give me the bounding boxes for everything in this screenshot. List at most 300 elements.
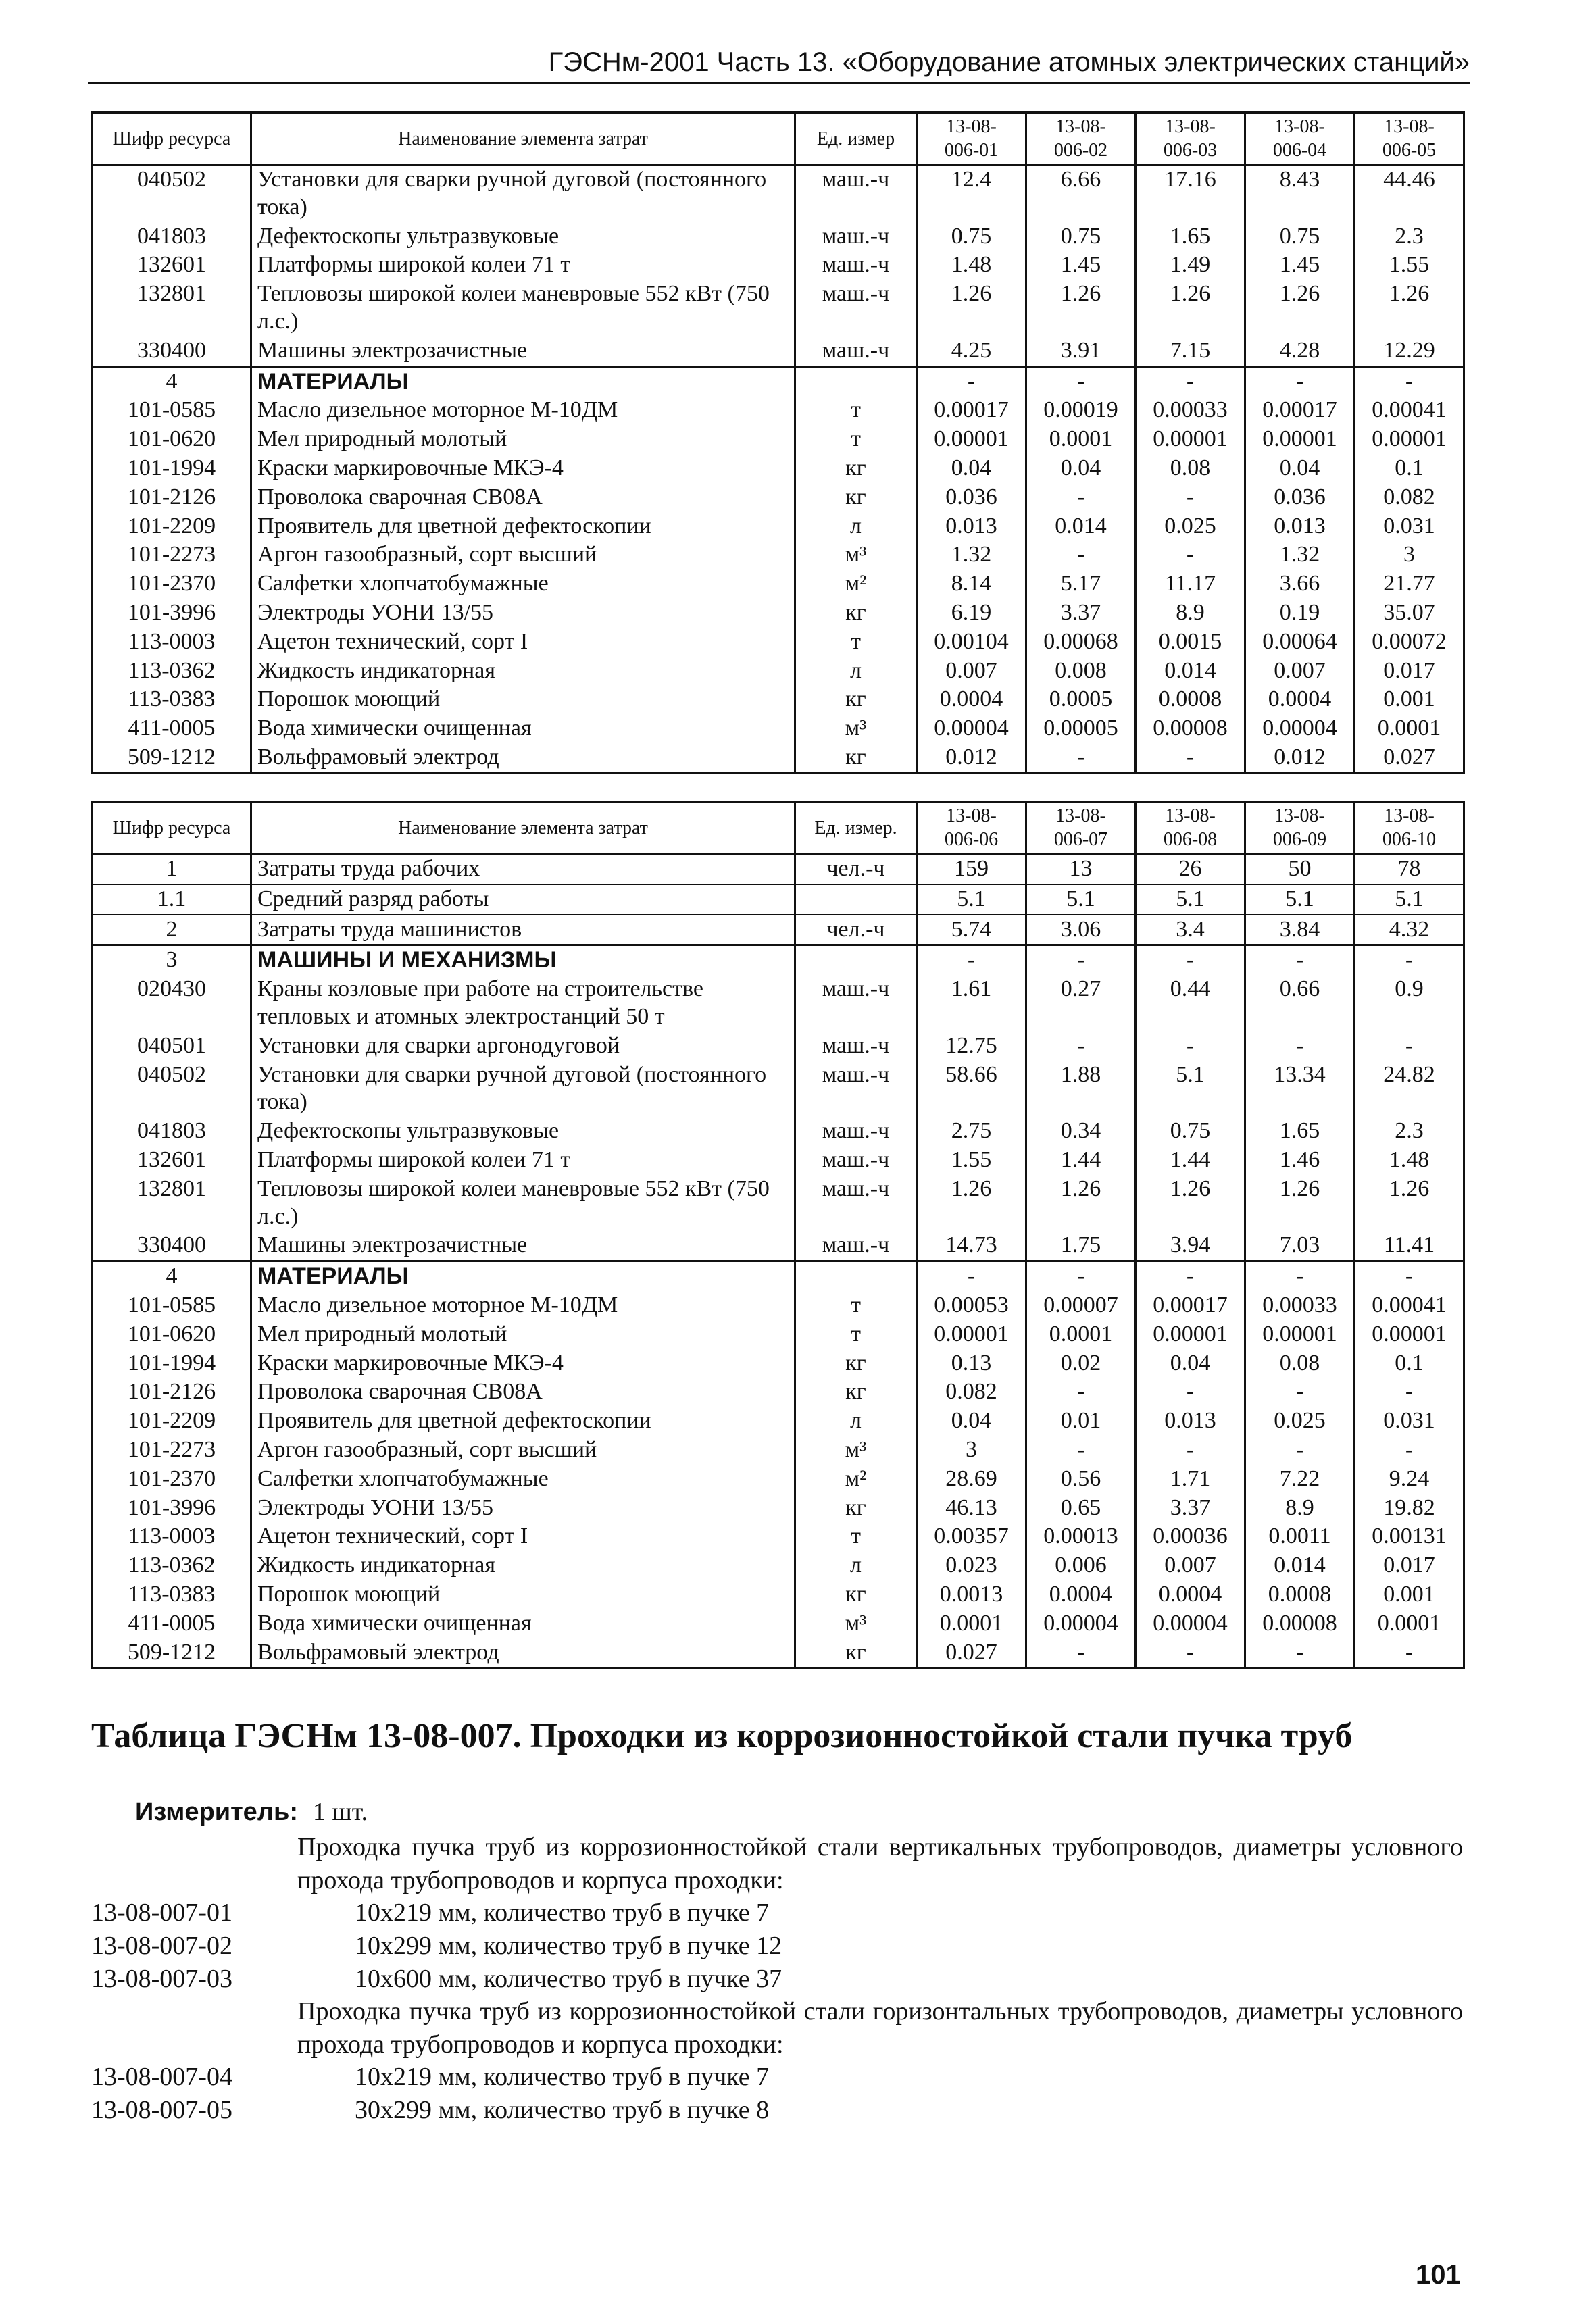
resource-value: 5.1 <box>1136 884 1245 915</box>
resource-name: Ацетон технический, сорт I <box>251 628 795 657</box>
resource-value: 0.04 <box>917 454 1026 483</box>
resource-unit: маш.-ч <box>795 336 917 366</box>
resource-value: 1.26 <box>1245 1175 1355 1232</box>
resource-code: 101-1994 <box>93 454 251 483</box>
resource-code: 101-2209 <box>93 512 251 541</box>
resource-value: - <box>1355 1436 1464 1465</box>
resource-code: 113-0383 <box>93 1580 251 1609</box>
resource-code: 101-2273 <box>93 540 251 570</box>
resource-value: 0.00041 <box>1355 1291 1464 1320</box>
resource-value: 0.023 <box>917 1551 1026 1580</box>
resource-code: 113-0003 <box>93 1522 251 1551</box>
work-item-code: 13-08-007-02 <box>91 1931 232 1960</box>
resource-value: - <box>1245 366 1355 396</box>
resource-value: 0.0004 <box>1245 685 1355 714</box>
resource-code: 132801 <box>93 280 251 336</box>
resource-name: Средний разряд работы <box>251 884 795 915</box>
resource-value: 21.77 <box>1355 570 1464 599</box>
resource-unit: т <box>795 1522 917 1551</box>
resource-value: 4.25 <box>917 336 1026 366</box>
resource-value: 1.45 <box>1026 251 1136 280</box>
resource-unit: кг <box>795 1494 917 1523</box>
table-row <box>93 1349 1464 1378</box>
resource-unit: л <box>795 1551 917 1580</box>
resource-name: Электроды УОНИ 13/55 <box>251 599 795 628</box>
resource-code: 113-0362 <box>93 1551 251 1580</box>
resource-value: 0.00017 <box>1245 396 1355 425</box>
resource-code: 330400 <box>93 336 251 366</box>
resource-name: Установки для сварки ручной дуговой (постоянного тока) <box>251 165 795 222</box>
resource-value: - <box>1136 1378 1245 1407</box>
resource-name: МАШИНЫ И МЕХАНИЗМЫ <box>251 945 795 975</box>
work-item-text: 10х219 мм, количество труб в пучке 7 <box>355 1898 770 1928</box>
resource-unit: т <box>795 396 917 425</box>
resource-value: 1.55 <box>917 1146 1026 1175</box>
resource-value: 1.26 <box>1355 1175 1464 1232</box>
resource-unit: маш.-ч <box>795 1061 917 1117</box>
resource-value: - <box>1245 1378 1355 1407</box>
resource-value: 0.1 <box>1355 454 1464 483</box>
resource-code: 101-1994 <box>93 1349 251 1378</box>
resource-value: 0.00001 <box>1355 1320 1464 1349</box>
resource-value: 0.031 <box>1355 1407 1464 1436</box>
resource-value: 1.26 <box>917 280 1026 336</box>
resource-value: 26 <box>1136 854 1245 884</box>
resource-value: 0.00357 <box>917 1522 1026 1551</box>
work-item <box>91 1963 1463 1996</box>
work-item-code: 13-08-007-04 <box>91 2063 232 2092</box>
resource-unit: кг <box>795 1580 917 1609</box>
header-norm-code: 13-08- 006-03 <box>1136 113 1245 165</box>
resource-value: 3.37 <box>1026 599 1136 628</box>
resource-value: 1.26 <box>1026 1175 1136 1232</box>
table-row <box>93 1291 1464 1320</box>
resource-unit: чел.-ч <box>795 854 917 884</box>
resource-value: 0.00001 <box>1136 1320 1245 1349</box>
resource-unit: т <box>795 425 917 454</box>
resource-value: 7.15 <box>1136 336 1245 366</box>
resource-unit: м³ <box>795 1436 917 1465</box>
resource-value: - <box>1355 366 1464 396</box>
resource-value: 0.025 <box>1245 1407 1355 1436</box>
table-row <box>93 454 1464 483</box>
resource-value: - <box>1026 366 1136 396</box>
resource-unit: маш.-ч <box>795 165 917 222</box>
resource-value: 0.00001 <box>1245 425 1355 454</box>
resource-code: 509-1212 <box>93 1638 251 1668</box>
table-row <box>93 1609 1464 1638</box>
resource-table-2 <box>91 801 1465 1669</box>
resource-value: 4.28 <box>1245 336 1355 366</box>
resource-value: 0.0001 <box>1355 714 1464 743</box>
resource-value: 0.017 <box>1355 1551 1464 1580</box>
resource-value: 0.00001 <box>1245 1320 1355 1349</box>
resource-value: 0.0004 <box>1136 1580 1245 1609</box>
resource-value: 1.55 <box>1355 251 1464 280</box>
resource-value: 0.0005 <box>1026 685 1136 714</box>
resource-name: Аргон газообразный, сорт высший <box>251 540 795 570</box>
header-norm-code: 13-08- 006-04 <box>1245 113 1355 165</box>
resource-value: 1.88 <box>1026 1061 1136 1117</box>
resource-name: Проявитель для цветной дефектоскопии <box>251 512 795 541</box>
header-norm-code: 13-08- 006-05 <box>1355 113 1464 165</box>
table-row <box>93 657 1464 686</box>
resource-code: 132601 <box>93 1146 251 1175</box>
resource-value: 28.69 <box>917 1465 1026 1494</box>
resource-value: - <box>1355 945 1464 975</box>
resource-code: 132601 <box>93 251 251 280</box>
resource-unit <box>795 366 917 396</box>
resource-value: 58.66 <box>917 1061 1026 1117</box>
resource-code: 101-2370 <box>93 570 251 599</box>
resource-name: Дефектоскопы ультразвуковые <box>251 222 795 251</box>
resource-code: 411-0005 <box>93 1609 251 1638</box>
resource-unit: кг <box>795 599 917 628</box>
resource-value: 0.04 <box>917 1407 1026 1436</box>
resource-code: 040501 <box>93 1032 251 1061</box>
table-row <box>93 396 1464 425</box>
resource-value: 0.014 <box>1136 657 1245 686</box>
resource-unit: маш.-ч <box>795 1032 917 1061</box>
resource-unit: кг <box>795 1349 917 1378</box>
resource-code: 2 <box>93 915 251 945</box>
resource-value: 3.4 <box>1136 915 1245 945</box>
resource-code: 101-2209 <box>93 1407 251 1436</box>
resource-value: 0.00064 <box>1245 628 1355 657</box>
resource-value: 8.9 <box>1245 1494 1355 1523</box>
resource-value: 0.006 <box>1026 1551 1136 1580</box>
resource-value: 44.46 <box>1355 165 1464 222</box>
work-item-code: 13-08-007-03 <box>91 1964 232 1993</box>
group-description-horizontal: Проходка пучка труб из коррозионностойкой стали горизонтальных трубопроводов, диаметры условного прохода трубопроводов и корпуса проходки: <box>297 1997 1463 2059</box>
resource-value: 0.013 <box>1136 1407 1245 1436</box>
meter-label: Измеритель: <box>135 1798 298 1826</box>
resource-value: 0.75 <box>1245 222 1355 251</box>
resource-code: 101-2126 <box>93 483 251 512</box>
resource-value: 0.00005 <box>1026 714 1136 743</box>
resource-value: 0.04 <box>1026 454 1136 483</box>
table-row <box>93 540 1464 570</box>
resource-value: 2.3 <box>1355 222 1464 251</box>
resource-value: 1.26 <box>1355 280 1464 336</box>
resource-value: 5.1 <box>1245 884 1355 915</box>
resource-name: Проволока сварочная СВ08А <box>251 1378 795 1407</box>
resource-unit: маш.-ч <box>795 1117 917 1146</box>
resource-value: - <box>1355 1378 1464 1407</box>
resource-value: 8.14 <box>917 570 1026 599</box>
resource-code: 113-0383 <box>93 685 251 714</box>
resource-value: - <box>1245 1638 1355 1668</box>
table-body <box>93 165 1464 774</box>
resource-name: Аргон газообразный, сорт высший <box>251 1436 795 1465</box>
resource-value: 1.49 <box>1136 251 1245 280</box>
resource-value: 46.13 <box>917 1494 1026 1523</box>
work-item-text: 10х600 мм, количество труб в пучке 37 <box>355 1964 782 1993</box>
table-row <box>93 685 1464 714</box>
resource-name: Платформы широкой колеи 71 т <box>251 1146 795 1175</box>
resource-value: 78 <box>1355 854 1464 884</box>
resource-value: 0.1 <box>1355 1349 1464 1378</box>
resource-name: Порошок моющий <box>251 685 795 714</box>
resource-value: - <box>1136 945 1245 975</box>
resource-value: 0.0015 <box>1136 628 1245 657</box>
resource-code: 1 <box>93 854 251 884</box>
resource-value: - <box>1026 483 1136 512</box>
resource-value: - <box>1136 1261 1245 1291</box>
header-norm-code: 13-08- 006-02 <box>1026 113 1136 165</box>
resource-name: Краски маркировочные МКЭ-4 <box>251 454 795 483</box>
resource-value: 0.34 <box>1026 1117 1136 1146</box>
resource-value: 1.45 <box>1245 251 1355 280</box>
resource-value: 0.00004 <box>917 714 1026 743</box>
resource-value: - <box>1026 1261 1136 1291</box>
resource-code: 101-3996 <box>93 1494 251 1523</box>
running-header: ГЭСНм-2001 Часть 13. «Оборудование атомных электрических станций» <box>88 47 1470 84</box>
table-row <box>93 884 1464 915</box>
resource-value: 0.00036 <box>1136 1522 1245 1551</box>
work-item <box>91 1896 1463 1930</box>
resource-value: 6.66 <box>1026 165 1136 222</box>
page-number: 101 <box>1416 2260 1461 2290</box>
resource-unit: кг <box>795 1378 917 1407</box>
resource-value: - <box>1245 945 1355 975</box>
resource-name: Салфетки хлопчатобумажные <box>251 1465 795 1494</box>
resource-value: 7.22 <box>1245 1465 1355 1494</box>
resource-code: 4 <box>93 1261 251 1291</box>
resource-value: 5.1 <box>1136 1061 1245 1117</box>
header-norm-code: 13-08- 006-07 <box>1026 802 1136 854</box>
resource-name: Ацетон технический, сорт I <box>251 1522 795 1551</box>
resource-value: - <box>1136 540 1245 570</box>
resource-name: Установки для сварки аргонодуговой <box>251 1032 795 1061</box>
resource-unit: маш.-ч <box>795 1146 917 1175</box>
resource-name: Проволока сварочная СВ08А <box>251 483 795 512</box>
resource-unit: кг <box>795 1638 917 1668</box>
resource-value: 0.75 <box>1136 1117 1245 1146</box>
resource-value: 1.65 <box>1245 1117 1355 1146</box>
resource-code: 041803 <box>93 1117 251 1146</box>
resource-value: - <box>1026 1032 1136 1061</box>
table-row <box>93 1465 1464 1494</box>
table-header-row <box>93 113 1464 165</box>
resource-unit: т <box>795 628 917 657</box>
resource-value: 0.00019 <box>1026 396 1136 425</box>
table-row <box>93 336 1464 366</box>
resource-value: 3.91 <box>1026 336 1136 366</box>
resource-code: 1.1 <box>93 884 251 915</box>
resource-value: 1.26 <box>917 1175 1026 1232</box>
resource-value: 0.0001 <box>1355 1609 1464 1638</box>
work-item-code: 13-08-007-01 <box>91 1898 232 1928</box>
table-row <box>93 1407 1464 1436</box>
table-row <box>93 1146 1464 1175</box>
resource-code: 101-0620 <box>93 1320 251 1349</box>
resource-value: - <box>1355 1032 1464 1061</box>
resource-value: 1.75 <box>1026 1231 1136 1261</box>
header-code: Шифр ресурса <box>93 802 251 854</box>
resource-value: - <box>1245 1261 1355 1291</box>
header-norm-code: 13-08- 006-09 <box>1245 802 1355 854</box>
resource-value: 0.082 <box>917 1378 1026 1407</box>
resource-value: 0.025 <box>1136 512 1245 541</box>
resource-value: 1.71 <box>1136 1465 1245 1494</box>
resource-value: 0.007 <box>1136 1551 1245 1580</box>
resource-value: 3.94 <box>1136 1231 1245 1261</box>
table-row <box>93 714 1464 743</box>
resource-code: 101-2273 <box>93 1436 251 1465</box>
resource-name: Дефектоскопы ультразвуковые <box>251 1117 795 1146</box>
resource-name: Жидкость индикаторная <box>251 657 795 686</box>
resource-value: 0.013 <box>1245 512 1355 541</box>
table-row <box>93 425 1464 454</box>
work-item <box>91 1930 1463 1963</box>
section-row <box>93 366 1464 396</box>
resource-name: Платформы широкой колеи 71 т <box>251 251 795 280</box>
resource-unit: чел.-ч <box>795 915 917 945</box>
table-row <box>93 915 1464 945</box>
resource-value: 1.32 <box>1245 540 1355 570</box>
resource-name: Жидкость индикаторная <box>251 1551 795 1580</box>
table-row <box>93 280 1464 336</box>
resource-value: 14.73 <box>917 1231 1026 1261</box>
resource-value: 11.41 <box>1355 1231 1464 1261</box>
resource-value: 13 <box>1026 854 1136 884</box>
resource-value: 1.26 <box>1245 280 1355 336</box>
resource-value: 50 <box>1245 854 1355 884</box>
resource-value: - <box>1245 1436 1355 1465</box>
table-caption: Таблица ГЭСНм 13-08-007. Проходки из коррозионностойкой стали пучка труб <box>91 1717 1353 1755</box>
resource-name: Краски маркировочные МКЭ-4 <box>251 1349 795 1378</box>
table-row <box>93 1032 1464 1061</box>
resource-value: 0.02 <box>1026 1349 1136 1378</box>
resource-value: 0.65 <box>1026 1494 1136 1523</box>
resource-value: 13.34 <box>1245 1061 1355 1117</box>
resource-code: 040502 <box>93 1061 251 1117</box>
header-code: Шифр ресурса <box>93 113 251 165</box>
resource-unit: кг <box>795 743 917 773</box>
work-item <box>91 2061 1463 2094</box>
resource-code: 101-3996 <box>93 599 251 628</box>
resource-value: 0.00004 <box>1026 1609 1136 1638</box>
resource-value: 0.00013 <box>1026 1522 1136 1551</box>
resource-value: 0.017 <box>1355 657 1464 686</box>
resource-value: 0.00072 <box>1355 628 1464 657</box>
resource-value: 0.0008 <box>1136 685 1245 714</box>
resource-code: 411-0005 <box>93 714 251 743</box>
work-item-text: 10х219 мм, количество труб в пучке 7 <box>355 2063 770 2092</box>
resource-value: - <box>1136 483 1245 512</box>
resource-name: Салфетки хлопчатобумажные <box>251 570 795 599</box>
resource-code: 509-1212 <box>93 743 251 773</box>
resource-value: 12.29 <box>1355 336 1464 366</box>
resource-code: 040502 <box>93 165 251 222</box>
resource-value: 0.0001 <box>1026 425 1136 454</box>
resource-code: 113-0362 <box>93 657 251 686</box>
resource-value: 0.0004 <box>1026 1580 1136 1609</box>
section-row <box>93 945 1464 975</box>
resource-value: - <box>917 945 1026 975</box>
table-row <box>93 1378 1464 1407</box>
resource-code: 020430 <box>93 975 251 1032</box>
work-item-code: 13-08-007-05 <box>91 2096 232 2124</box>
resource-value: 0.036 <box>917 483 1026 512</box>
resource-value: 0.0013 <box>917 1580 1026 1609</box>
meter-line <box>135 1797 368 1827</box>
resource-value: 3.66 <box>1245 570 1355 599</box>
resource-unit: маш.-ч <box>795 280 917 336</box>
resource-value: - <box>1136 1032 1245 1061</box>
resource-value: 19.82 <box>1355 1494 1464 1523</box>
table-row <box>93 222 1464 251</box>
resource-value: 0.0008 <box>1245 1580 1355 1609</box>
work-item-text: 30х299 мм, количество труб в пучке 8 <box>355 2096 770 2124</box>
resource-value: - <box>1136 1436 1245 1465</box>
resource-value: - <box>1245 1032 1355 1061</box>
resource-name: Тепловозы широкой колеи маневровые 552 кВт (750 л.с.) <box>251 1175 795 1232</box>
resource-value: 0.007 <box>1245 657 1355 686</box>
resource-value: 11.17 <box>1136 570 1245 599</box>
resource-code: 4 <box>93 366 251 396</box>
header-norm-code: 13-08- 006-10 <box>1355 802 1464 854</box>
header-norm-code: 13-08- 006-01 <box>917 113 1026 165</box>
section-row <box>93 1261 1464 1291</box>
table-row <box>93 854 1464 884</box>
resource-value: 0.00041 <box>1355 396 1464 425</box>
resource-value: 0.027 <box>1355 743 1464 773</box>
resource-value: 2.3 <box>1355 1117 1464 1146</box>
resource-value: 0.56 <box>1026 1465 1136 1494</box>
resource-value: 8.43 <box>1245 165 1355 222</box>
resource-value: 0.66 <box>1245 975 1355 1032</box>
resource-unit <box>795 1261 917 1291</box>
table-row <box>93 570 1464 599</box>
resource-value: 0.00001 <box>917 425 1026 454</box>
resource-value: 0.0011 <box>1245 1522 1355 1551</box>
resource-name: Тепловозы широкой колеи маневровые 552 кВт (750 л.с.) <box>251 280 795 336</box>
resource-value: 3.06 <box>1026 915 1136 945</box>
resource-value: 1.26 <box>1136 1175 1245 1232</box>
table-row <box>93 743 1464 773</box>
resource-value: 1.26 <box>1136 280 1245 336</box>
resource-value: 0.00007 <box>1026 1291 1136 1320</box>
resource-name: Краны козловые при работе на строительстве тепловых и атомных электростанций 50 т <box>251 975 795 1032</box>
resource-value: 0.04 <box>1136 1349 1245 1378</box>
resource-unit: л <box>795 657 917 686</box>
resource-value: 1.48 <box>917 251 1026 280</box>
table-body <box>93 854 1464 1668</box>
header-name: Наименование элемента затрат <box>251 802 795 854</box>
resource-value: - <box>1136 743 1245 773</box>
table-row <box>93 1580 1464 1609</box>
table-row <box>93 599 1464 628</box>
work-item <box>91 2094 1463 2127</box>
resource-value: 1.32 <box>917 540 1026 570</box>
header-name: Наименование элемента затрат <box>251 113 795 165</box>
resource-name: Порошок моющий <box>251 1580 795 1609</box>
resource-value: 0.13 <box>917 1349 1026 1378</box>
resource-name: Затраты труда машинистов <box>251 915 795 945</box>
resource-unit: кг <box>795 454 917 483</box>
resource-code: 101-0585 <box>93 396 251 425</box>
table-row <box>93 165 1464 222</box>
table-row <box>93 1117 1464 1146</box>
resource-value: 0.027 <box>917 1638 1026 1668</box>
resource-value: 7.03 <box>1245 1231 1355 1261</box>
resource-value: - <box>1026 1638 1136 1668</box>
resource-value: 3.84 <box>1245 915 1355 945</box>
resource-name: Проявитель для цветной дефектоскопии <box>251 1407 795 1436</box>
resource-value: 5.1 <box>1355 884 1464 915</box>
